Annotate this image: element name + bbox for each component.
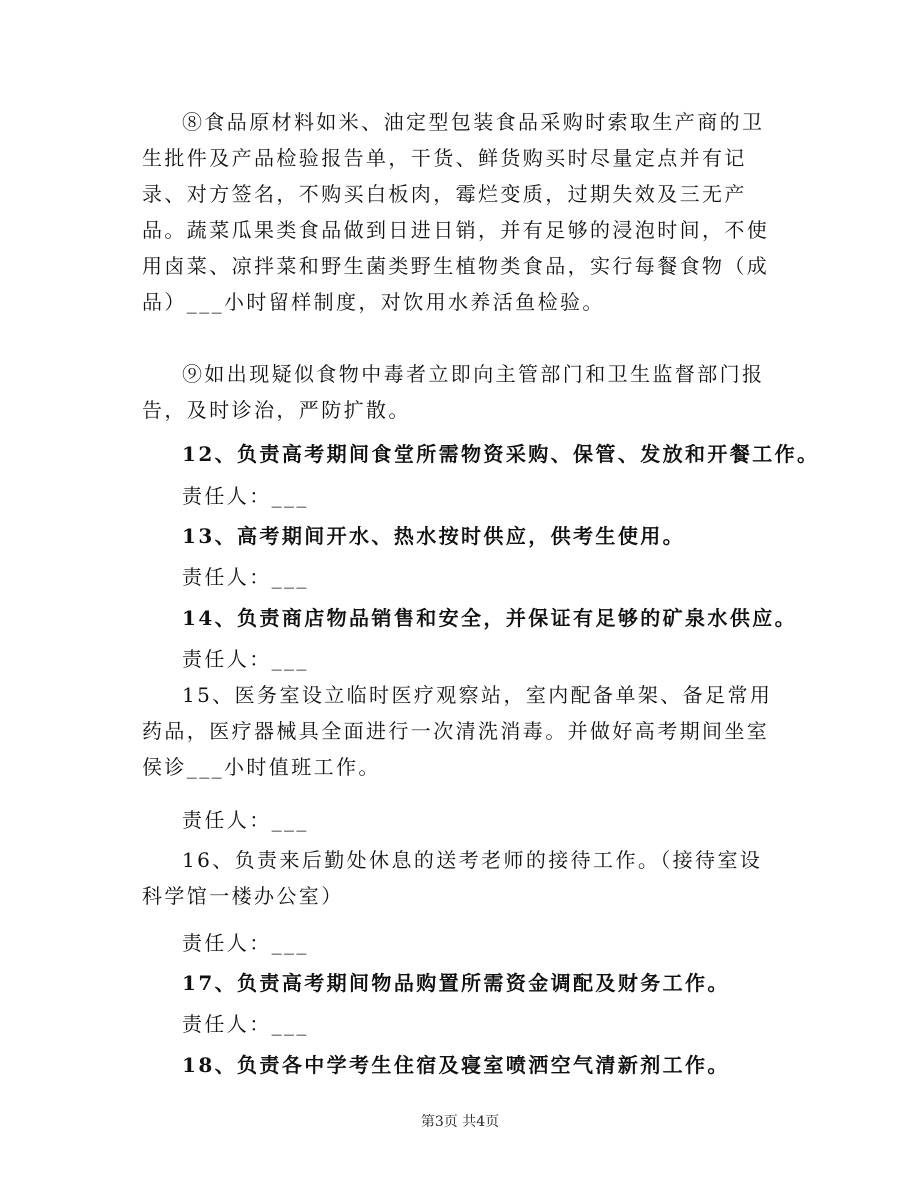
responsible-person-16: 责任人：___ [182,931,309,955]
paragraph-item-15: 15、医务室设立临时医疗观察站，室内配备单架、备足常用药品，医疗器械具全面进行一次清洗消毒。并做好高考期间坐室侯诊___小时值班工作。 [142,683,773,779]
paragraph-item-16: 16、负责来后勤处休息的送考老师的接待工作。（接待室设科学馆一楼办公室） [142,848,763,908]
responsible-person-14: 责任人：___ [182,647,309,671]
responsible-person-15: 责任人：___ [182,808,309,832]
paragraph-item-17: 17、负责高考期间物品购置所需资金调配及财务工作。 [182,971,730,995]
responsible-person-13: 责任人：___ [182,565,309,589]
responsible-person-12: 责任人：___ [182,484,309,508]
paragraph-food-poisoning: ⑨如出现疑似食物中毒者立即向主管部门和卫生监督部门报告，及时诊治，严防扩散。 [142,362,765,422]
page-number-footer: 第3页 共4页 [420,1114,500,1130]
paragraph-item-14: 14、负责商店物品销售和安全，并保证有足够的矿泉水供应。 [182,606,798,630]
paragraph-item-18: 18、负责各中学考生住宿及寝室喷洒空气清新剂工作。 [182,1053,730,1077]
paragraph-item-12: 12、负责高考期间食堂所需物资采购、保管、发放和开餐工作。 [182,442,820,466]
paragraph-food-procurement: ⑧食品原材料如米、油定型包装食品采购时索取生产商的卫生批件及产品检验报告单，干货、鲜货购买时尽量定点并有记录、对方签名，不购买白板肉，霉烂变质，过期失效及三无产品。蔬菜瓜果类食品做到日进日销，并有足够的浸泡时间，不使用卤菜、凉拌菜和野生菌类野生植物类食品，实行每餐食物（成品）___小时留样制度，对饮用水养活鱼检验。 [142,110,770,314]
paragraph-item-13: 13、高考期间开水、热水按时供应，供考生使用。 [182,524,686,548]
responsible-person-17: 责任人：___ [182,1012,309,1036]
